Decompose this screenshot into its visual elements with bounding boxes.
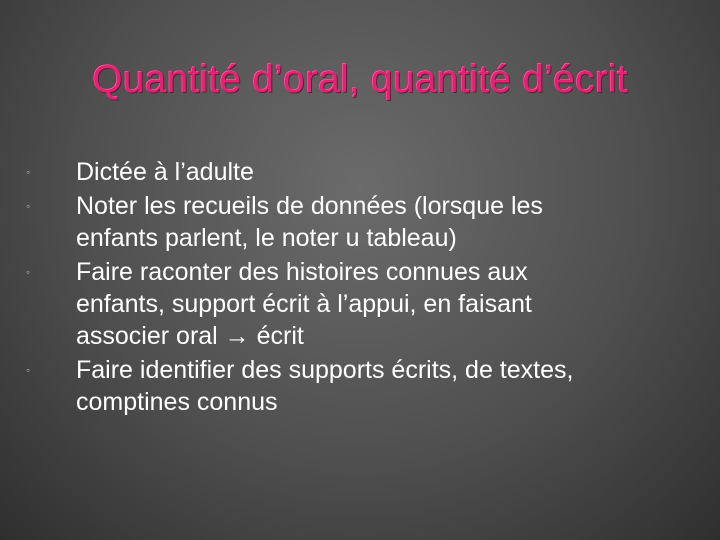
bullet-marker-icon: ◦ <box>26 165 31 179</box>
bullet-list <box>26 156 706 420</box>
bullet-item <box>26 354 706 418</box>
bullet-text: Dictée à l’adulte <box>76 158 254 186</box>
bullet-marker-icon: ◦ <box>26 199 31 213</box>
bullet-marker-icon: ◦ <box>26 363 31 377</box>
slide-title: Quantité d’oral, quantité d’écrit <box>92 58 628 101</box>
bullet-item <box>26 256 706 352</box>
bullet-text: Noter les recueils de données (lorsque les enfants parlent, le noter u tableau) <box>76 192 543 252</box>
bullet-item <box>26 190 706 254</box>
bullet-text: Faire raconter des histoires connues aux enfants, support écrit à l’appui, en faisant associer oral → écrit <box>76 258 532 350</box>
bullet-text: Faire identifier des supports écrits, de textes, comptines connus <box>76 356 574 416</box>
bullet-item <box>26 156 706 188</box>
bullet-marker-icon: ◦ <box>26 265 31 279</box>
